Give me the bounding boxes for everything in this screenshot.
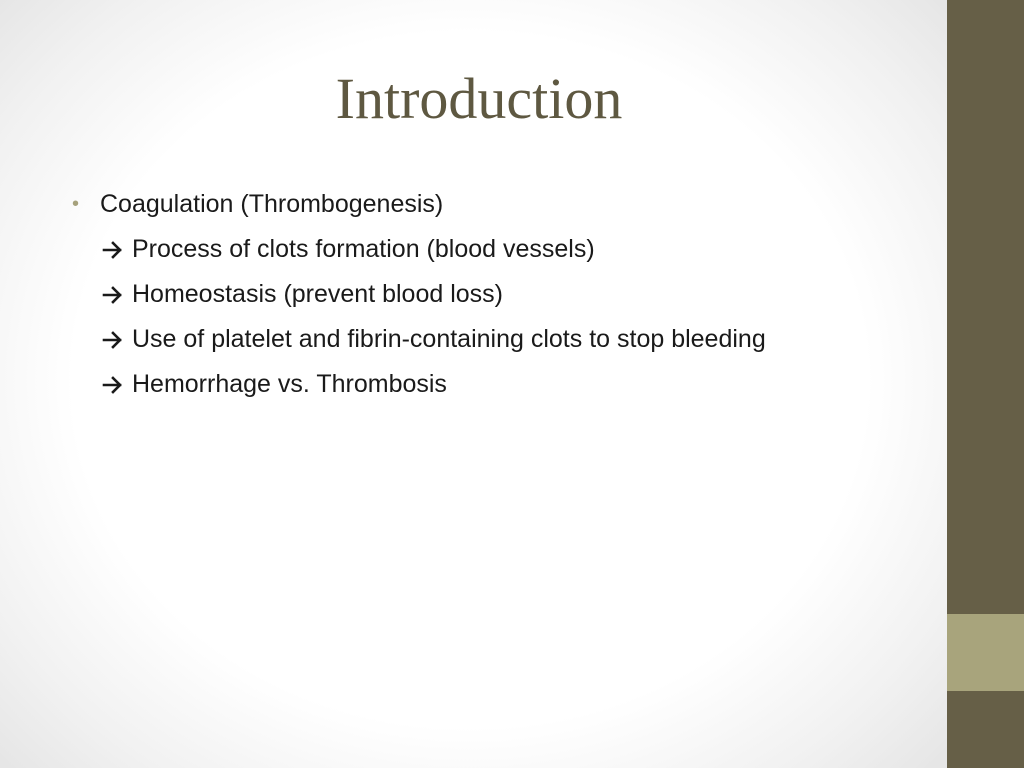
bullet-dot-icon: • xyxy=(72,193,80,215)
sub-item xyxy=(72,227,932,272)
sub-item xyxy=(72,272,932,317)
arrow-right-icon xyxy=(102,375,124,395)
sidebar-accent-block xyxy=(947,614,1024,691)
arrow-right-icon xyxy=(102,240,124,260)
slide-title: Introduction xyxy=(335,66,623,131)
sub-item xyxy=(72,317,932,362)
arrow-right-icon xyxy=(102,330,124,350)
bullet-item xyxy=(72,182,932,227)
sub-item-text: Process of clots formation (blood vessels) xyxy=(132,235,595,263)
slide-content xyxy=(72,182,932,407)
arrow-right-icon xyxy=(102,285,124,305)
sub-item-text: Hemorrhage vs. Thrombosis xyxy=(132,370,447,398)
sub-item-text: Use of platelet and fibrin-containing clots to stop bleeding xyxy=(132,325,766,353)
bullet-item-text: Coagulation (Thrombogenesis) xyxy=(100,190,444,218)
sub-item xyxy=(72,362,932,407)
sub-item-text: Homeostasis (prevent blood loss) xyxy=(132,280,503,308)
